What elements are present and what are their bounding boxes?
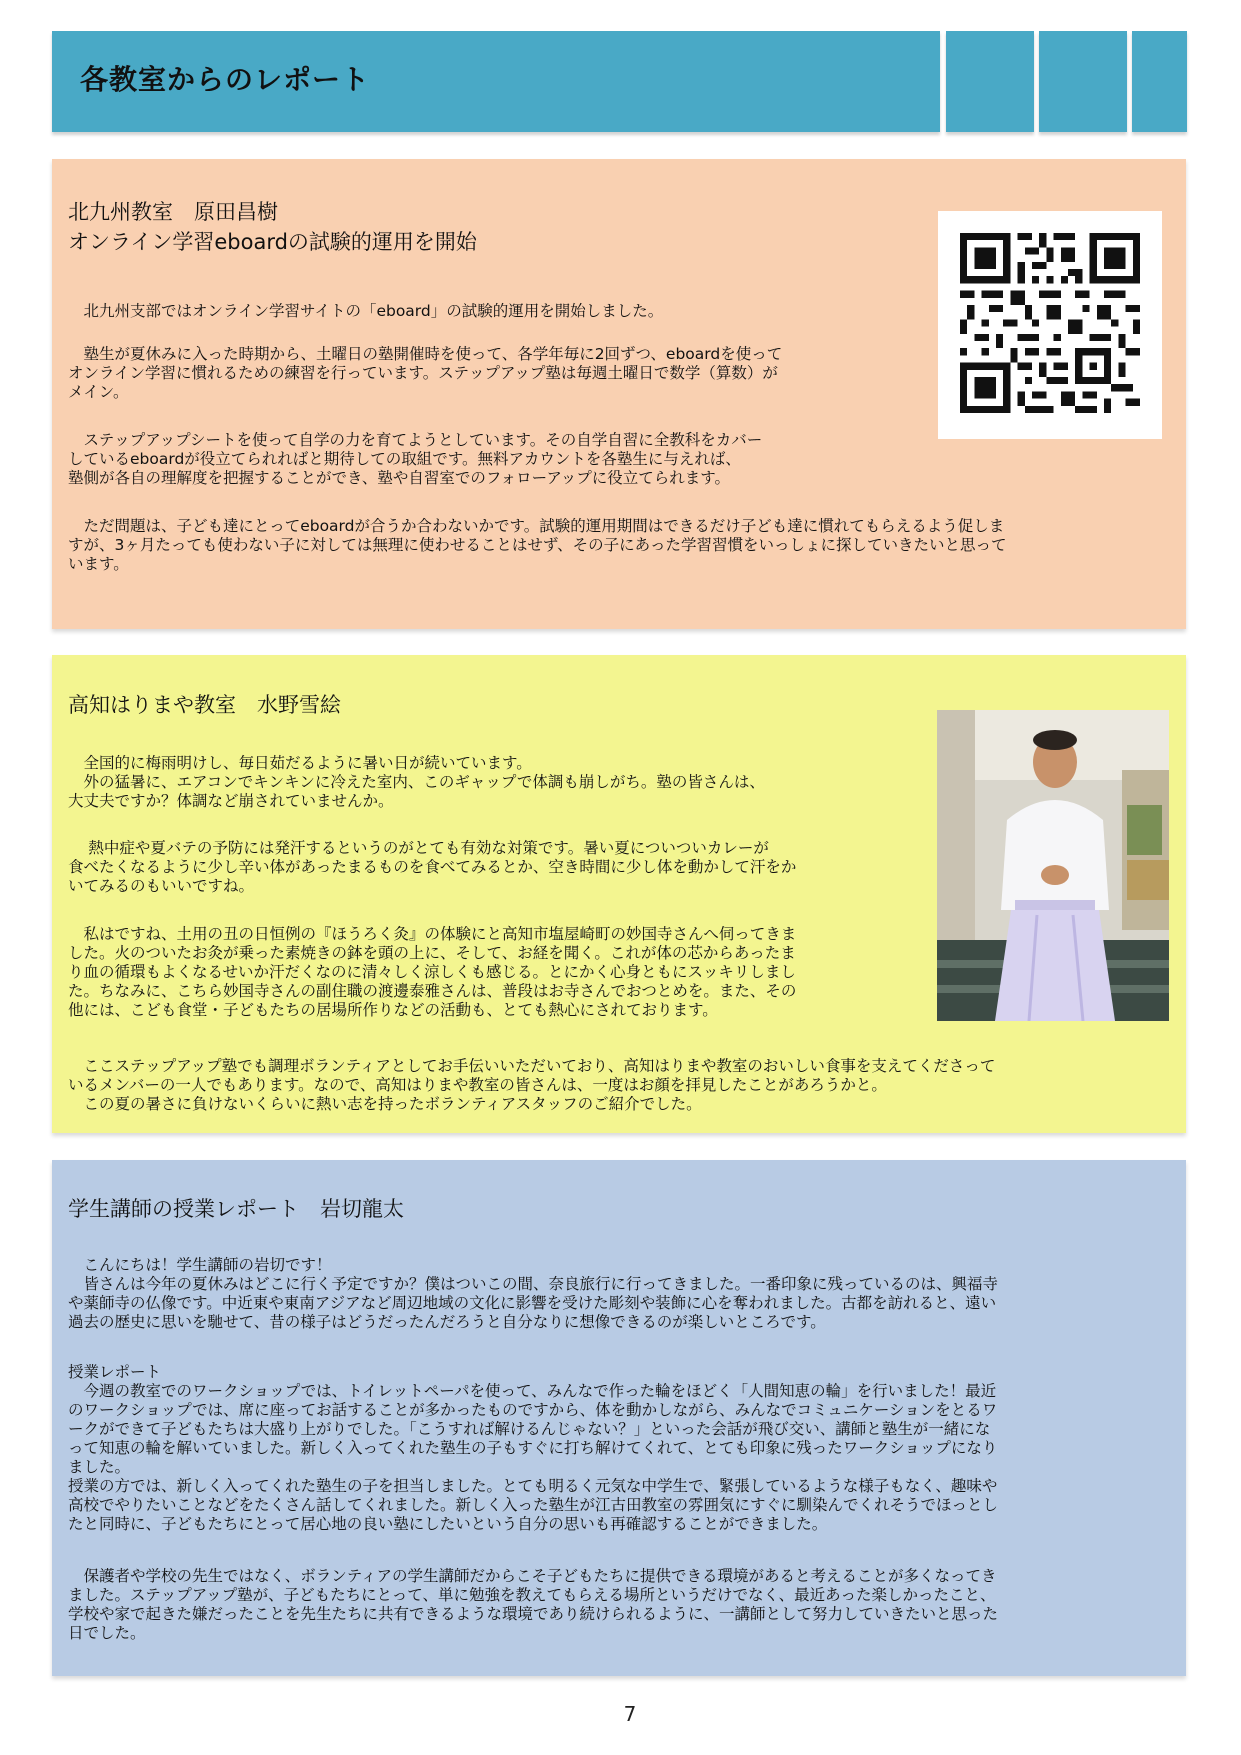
- paragraph: ステップアップシートを使って自学の力を育てようとしています。その自学自習に全教科をカバー しているeboardが役立てられればと期待しての取組です。無料アカウントを各塾生に与えれば、 塾側が各自の理解度を把握することができ、塾や自習室でのフォローアップに役立てられます。: [68, 431, 763, 487]
- qr-code-icon: [960, 233, 1140, 413]
- section-title: 学生講師の授業レポート 岩切龍太: [68, 1197, 404, 1221]
- section-subtitle: オンライン学習eboardの試験的運用を開始: [68, 230, 477, 254]
- paragraph: 私はですね、土用の丑の日恒例の『ほうろく灸』の体験にと高知市塩屋崎町の妙国寺さんへ伺ってきま した。火のついたお灸が乗った素焼きの鉢を頭の上に、そして、お経を聞く。これが体の芯からあったま り血の循環もよくなるせいか汗だくなのに清々しく涼しくも感じる。とにかく心身ともにスッキリしまし た。ちなみに、こちら妙国寺さんの副住職の渡邊泰雅さんは、普段はお寺さんでおつとめを。また、その 他には、こども食堂・子どもたちの居場所作りなどの活動も、とても熱心にされております。: [68, 925, 797, 1019]
- person-photo: [937, 710, 1169, 1021]
- header-tab: [1039, 31, 1127, 132]
- page-number: 7: [623, 1702, 637, 1726]
- paragraph: 北九州支部ではオンライン学習サイトの「eboard」の試験的運用を開始しました。: [68, 302, 664, 320]
- paragraph: こんにちは！学生講師の岩切です！ 皆さんは今年の夏休みはどこに行く予定ですか？僕はついこの間、奈良旅行に行ってきました。一番印象に残っているのは、興福寺 や薬師寺の仏像です。中近東や東南アジアなど周辺地域の文化に影響を受けた彫刻や装飾に心を奪われました。古都を訪れると、遠い 過去の歴史に思いを馳せて、昔の様子はどうだったんだろうと自分なりに想像できるのが楽しいところです。: [68, 1256, 999, 1331]
- report-section-kitakyushu: [52, 159, 1186, 629]
- page-title: 各教室からのレポート: [80, 63, 371, 96]
- paragraph: ここステップアップ塾でも調理ボランティアとしてお手伝いいただいており、高知はりまや教室のおいしい食事を支えてくださって いるメンバーの一人でもあります。なので、高知はりまや教室の皆さんは、一度はお顔を拝見したことがあろうかと。 この夏の暑さに負けないくらいに熱い志を持ったボランティアスタッフのご紹介でした。: [68, 1057, 996, 1113]
- qr-code-image: [938, 211, 1162, 439]
- section-title: 北九州教室 原田昌樹: [68, 200, 278, 224]
- paragraph: 熱中症や夏バテの予防には発汗するというのがとても有効な対策です。暑い夏についついカレーが 食べたくなるように少し辛い体があったまるものを食べてみるとか、空き時間に少し体を動かして汗をか いてみるのもいいですね。: [68, 839, 797, 895]
- report-section-student-teacher: [52, 1160, 1186, 1676]
- header-tab: [946, 31, 1034, 132]
- header-tab: [1132, 31, 1187, 132]
- photo-illustration: [937, 710, 1169, 1021]
- paragraph: 塾生が夏休みに入った時期から、土曜日の塾開催時を使って、各学年毎に2回ずつ、eboardを使って オンライン学習に慣れるための練習を行っています。ステップアップ塾は毎週土曜日で数学（算数）が メイン。: [68, 345, 783, 401]
- paragraph: 授業レポート 今週の教室でのワークショップでは、トイレットペーパを使って、みんなで作った輪をほどく「人間知恵の輪」を行いました！最近 のワークショップでは、席に座ってお話することが多かったものですから、体を動かしながら、みんなでコミュニケーションをとるワ ークができて子どもたちは大盛り上がりでした。「こうすれば解けるんじゃない？」といった会話が飛び交い、講師と塾生が一緒にな って知恵の輪を解いていました。新しく入ってくれた塾生の子もすぐに打ち解けてくれて、とても印象に残ったワークショップになり ました。 授業の方では、新しく入ってくれた塾生の子を担当しました。とても明るく元気な中学生で、緊張しているような様子もなく、趣味や 高校でやりたいことなどをたくさん話してくれました。新しく入った塾生が江古田教室の雰囲気にすぐに馴染んでくれそうでほっとし たと同時に、子どもたちにとって居心地の良い塾にしたいという自分の思いも再確認することができました。: [68, 1363, 999, 1533]
- paragraph: 保護者や学校の先生ではなく、ボランティアの学生講師だからこそ子どもたちに提供できる環境があると考えることが多くなってき ました。ステップアップ塾が、子どもたちにとって、単に勉強を教えてもらえる場所というだけでなく、最近あった楽しかったこと、 学校や家で起きた嫌だったことを先生たちに共有できるような環境であり続けられるように、一講師として努力していきたいと思った 日でした。: [68, 1567, 999, 1642]
- paragraph: ただ問題は、子ども達にとってeboardが合うか合わないかです。試験的運用期間はできるだけ子ども達に慣れてもらえるよう促しま すが、3ヶ月たっても使わない子に対しては無理に使わせることはせず、その子にあった学習習慣をいっしょに探していきたいと思って います。: [68, 517, 1007, 573]
- report-section-kochi: [52, 655, 1186, 1133]
- section-title: 高知はりまや教室 水野雪絵: [68, 693, 341, 717]
- paragraph: 全国的に梅雨明けし、毎日茹だるように暑い日が続いています。 外の猛暑に、エアコンでキンキンに冷えた室内、このギャップで体調も崩しがち。塾の皆さんは、 大丈夫ですか？体調など崩されていませんか。: [68, 754, 765, 810]
